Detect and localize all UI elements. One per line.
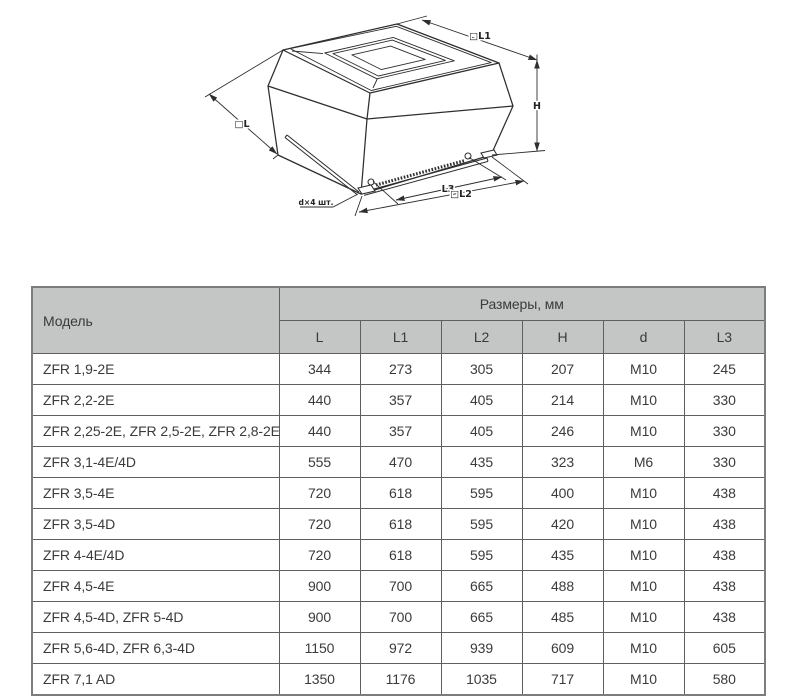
value-cell: 1150 xyxy=(279,633,360,664)
value-cell: 720 xyxy=(279,509,360,540)
value-cell: M10 xyxy=(603,633,684,664)
value-cell: 485 xyxy=(522,602,603,633)
value-cell: 580 xyxy=(684,664,765,696)
value-cell: 357 xyxy=(360,385,441,416)
value-cell: 420 xyxy=(522,509,603,540)
model-cell: ZFR 7,1 AD xyxy=(32,664,279,696)
value-cell: 344 xyxy=(279,354,360,385)
value-cell: 488 xyxy=(522,571,603,602)
col-header-l3: L3 xyxy=(684,321,765,354)
col-header-l2: L2 xyxy=(441,321,522,354)
value-cell: 438 xyxy=(684,509,765,540)
value-cell: 939 xyxy=(441,633,522,664)
mounting-rails xyxy=(285,135,497,195)
value-cell: 330 xyxy=(684,416,765,447)
table-row xyxy=(32,385,765,416)
value-cell: M10 xyxy=(603,664,684,696)
value-cell: 900 xyxy=(279,571,360,602)
dim-label-holes: d×4 шт. xyxy=(298,198,334,207)
value-cell: M10 xyxy=(603,385,684,416)
value-cell: 207 xyxy=(522,354,603,385)
value-cell: 605 xyxy=(684,633,765,664)
value-cell: 1035 xyxy=(441,664,522,696)
value-cell: M10 xyxy=(603,354,684,385)
value-cell: 305 xyxy=(441,354,522,385)
value-cell: 438 xyxy=(684,571,765,602)
value-cell: 717 xyxy=(522,664,603,696)
value-cell: 440 xyxy=(279,416,360,447)
model-cell: ZFR 1,9-2E xyxy=(32,354,279,385)
value-cell: 323 xyxy=(522,447,603,478)
value-cell: 273 xyxy=(360,354,441,385)
model-cell: ZFR 4,5-4E xyxy=(32,571,279,602)
value-cell: 555 xyxy=(279,447,360,478)
table-row xyxy=(32,416,765,447)
table-row xyxy=(32,633,765,664)
value-cell: M10 xyxy=(603,416,684,447)
table-row xyxy=(32,602,765,633)
model-column-header: Модель xyxy=(32,287,279,354)
fan-body xyxy=(268,24,513,194)
value-cell: 1350 xyxy=(279,664,360,696)
value-cell: 246 xyxy=(522,416,603,447)
value-cell: 400 xyxy=(522,478,603,509)
table-row xyxy=(32,509,765,540)
value-cell: 405 xyxy=(441,416,522,447)
value-cell: 720 xyxy=(279,540,360,571)
table-row xyxy=(32,447,765,478)
model-cell: ZFR 4-4E/4D xyxy=(32,540,279,571)
model-cell: ZFR 2,25-2E, ZFR 2,5-2E, ZFR 2,8-2E xyxy=(32,416,279,447)
value-cell: 438 xyxy=(684,602,765,633)
value-cell: M10 xyxy=(603,509,684,540)
model-cell: ZFR 3,5-4E xyxy=(32,478,279,509)
value-cell: 618 xyxy=(360,478,441,509)
value-cell: 595 xyxy=(441,540,522,571)
value-cell: 330 xyxy=(684,385,765,416)
value-cell: 665 xyxy=(441,602,522,633)
model-cell: ZFR 4,5-4D, ZFR 5-4D xyxy=(32,602,279,633)
value-cell: 357 xyxy=(360,416,441,447)
value-cell: 618 xyxy=(360,509,441,540)
value-cell: 405 xyxy=(441,385,522,416)
col-header-d: d xyxy=(603,321,684,354)
value-cell: 440 xyxy=(279,385,360,416)
value-cell: M10 xyxy=(603,602,684,633)
value-cell: 665 xyxy=(441,571,522,602)
table-row xyxy=(32,478,765,509)
value-cell: 720 xyxy=(279,478,360,509)
value-cell: 1176 xyxy=(360,664,441,696)
model-cell: ZFR 3,1-4E/4D xyxy=(32,447,279,478)
value-cell: 214 xyxy=(522,385,603,416)
col-header-h: H xyxy=(522,321,603,354)
value-cell: M10 xyxy=(603,571,684,602)
value-cell: M6 xyxy=(603,447,684,478)
table-row xyxy=(32,664,765,696)
value-cell: 972 xyxy=(360,633,441,664)
dimensions-table-wrap xyxy=(31,286,766,696)
value-cell: 609 xyxy=(522,633,603,664)
dimensions-group-header: Размеры, мм xyxy=(279,287,765,321)
value-cell: 700 xyxy=(360,602,441,633)
extension-lines xyxy=(205,16,545,216)
dim-label-l3: L3 xyxy=(441,184,455,195)
value-cell: 435 xyxy=(441,447,522,478)
value-cell: 438 xyxy=(684,478,765,509)
table-row xyxy=(32,571,765,602)
value-cell: 595 xyxy=(441,478,522,509)
fan-dimension-drawing xyxy=(180,8,580,238)
model-cell: ZFR 2,2-2E xyxy=(32,385,279,416)
value-cell: M10 xyxy=(603,540,684,571)
value-cell: 700 xyxy=(360,571,441,602)
value-cell: 245 xyxy=(684,354,765,385)
table-row xyxy=(32,354,765,385)
value-cell: 330 xyxy=(684,447,765,478)
value-cell: 470 xyxy=(360,447,441,478)
value-cell: M10 xyxy=(603,478,684,509)
value-cell: 618 xyxy=(360,540,441,571)
col-header-l: L xyxy=(279,321,360,354)
model-cell: ZFR 5,6-4D, ZFR 6,3-4D xyxy=(32,633,279,664)
value-cell: 438 xyxy=(684,540,765,571)
dim-label-l1: □L1 xyxy=(469,31,491,42)
dimensions-table xyxy=(31,286,766,696)
value-cell: 595 xyxy=(441,509,522,540)
dim-label-h: H xyxy=(533,101,541,112)
model-cell: ZFR 3,5-4D xyxy=(32,509,279,540)
col-header-l1: L1 xyxy=(360,321,441,354)
value-cell: 900 xyxy=(279,602,360,633)
table-row xyxy=(32,540,765,571)
dim-label-l2: □L2 xyxy=(450,189,472,200)
value-cell: 435 xyxy=(522,540,603,571)
dim-label-l: □L xyxy=(234,119,250,130)
